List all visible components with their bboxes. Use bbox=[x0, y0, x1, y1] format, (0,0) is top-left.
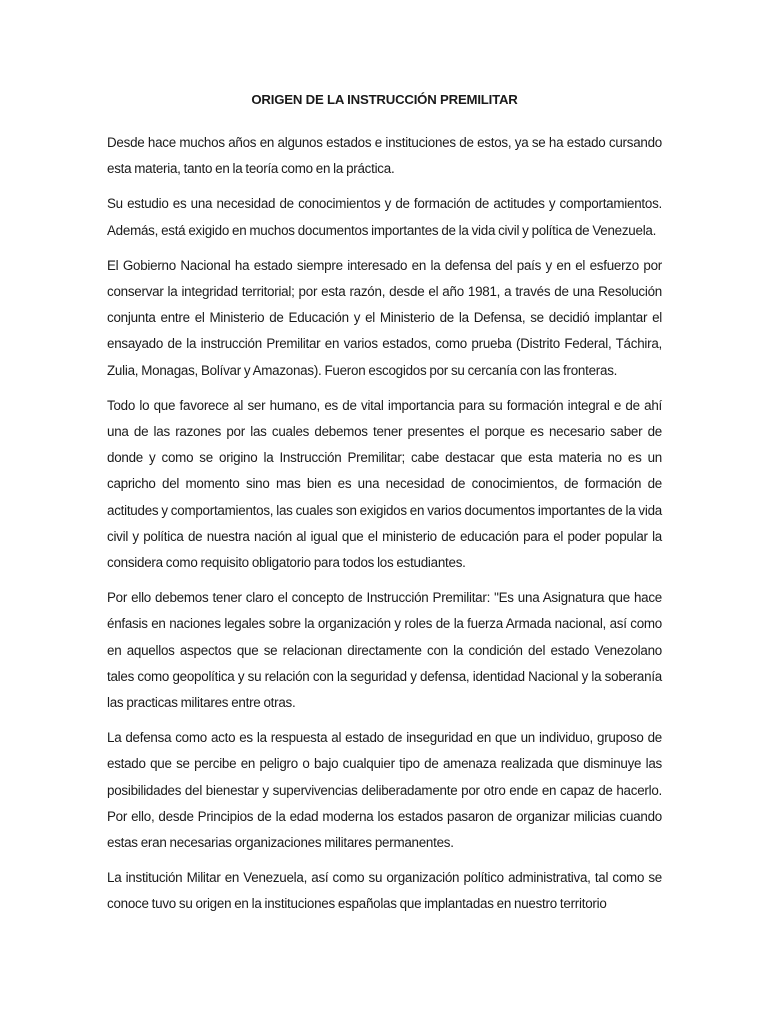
paragraph: El Gobierno Nacional ha estado siempre interesado en la defensa del país y en el esfuerzo por conservar la integridad territorial; por esta razón, desde el año 1981, a través de una Resolución conjunta entre el Ministerio de Educación y el Ministerio de la Defensa, se decidió implantar el ensayado de la instrucción Premilitar en varios estados, como prueba (Distrito Federal, Táchira, Zulia, Monagas, Bolívar y Amazonas). Fueron escogidos por su cercanía con las fronteras. bbox=[107, 257, 662, 378]
document-title: ORIGEN DE LA INSTRUCCIÓN PREMILITAR bbox=[251, 92, 518, 107]
paragraph: Por ello debemos tener claro el concepto de Instrucción Premilitar: "Es una Asignatura que hace énfasis en naciones legales sobre la organización y roles de la fuerza Armada nacional, así como en aquellos aspectos que se relacionan directamente con la condición del estado Venezolano tales como geopolítica y su relación con la seguridad y defensa, identidad Nacional y la soberanía las practicas militares entre otras. bbox=[107, 590, 662, 711]
paragraph: Todo lo que favorece al ser humano, es de vital importancia para su formación integral e de ahí una de las razones por las cuales debemos tener presentes el porque es necesario saber de donde y como se origino la Instrucción Premilitar; cabe destacar que esta materia no es un capricho del momento sino mas bien es una necesidad de conocimientos, de formación de actitudes y comportamientos, las cuales son exigidos en varios documentos importantes de la vida civil y política de nuestra nación al igual que el ministerio de educación para el poder popular la considera como requisito obligatorio para todos los estudiantes. bbox=[107, 397, 662, 571]
paragraph: Su estudio es una necesidad de conocimientos y de formación de actitudes y comportamientos. Además, está exigido en muchos documentos importantes de la vida civil y política de Venezuela. bbox=[107, 196, 662, 238]
document-body bbox=[107, 88, 662, 927]
paragraph: Desde hace muchos años en algunos estados e instituciones de estos, ya se ha estado cursando esta materia, tanto en la teoría como en la práctica. bbox=[107, 135, 662, 177]
paragraph: La institución Militar en Venezuela, así como su organización político administrativa, tal como se conoce tuvo su origen en la instituciones españolas que implantadas en nuestro territorio bbox=[107, 870, 662, 912]
paragraph: La defensa como acto es la respuesta al estado de inseguridad en que un individuo, gruposo de estado que se percibe en peligro o bajo cualquier tipo de amenaza realizada que disminuye las posibilidades del bienestar y supervivencias deliberadamente por otro ende en capaz de hacerlo. Por ello, desde Principios de la edad moderna los estados pasaron de organizar milicias cuando estas eran necesarias organizaciones militares permanentes. bbox=[107, 730, 662, 851]
